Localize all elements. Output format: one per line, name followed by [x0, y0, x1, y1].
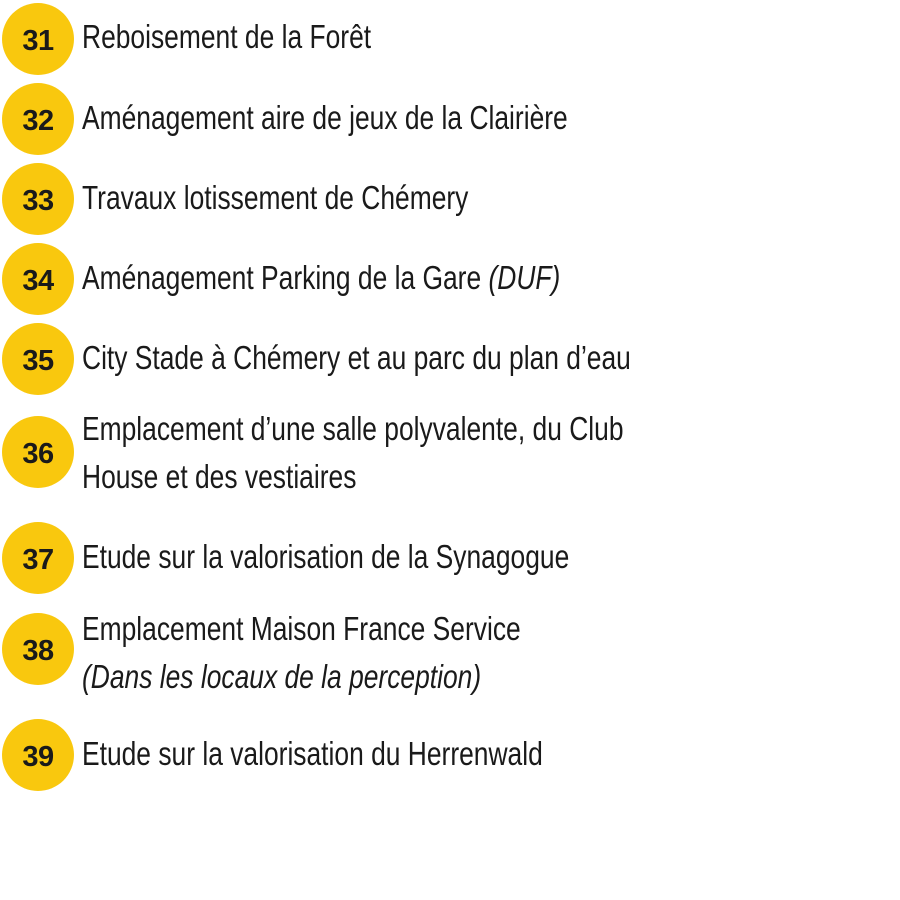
item-label [82, 13, 371, 61]
item-text: Travaux lotissement de Chémery [82, 179, 469, 216]
item-label [82, 174, 468, 222]
item-text: Etude sur la valorisation de la Synagogue [82, 538, 570, 575]
number-badge [2, 83, 74, 155]
badge-number: 36 [22, 437, 54, 470]
item-label [82, 605, 521, 701]
badge-number: 33 [22, 184, 54, 217]
item-note: (Dans les locaux de la perception) [82, 658, 482, 695]
number-badge [2, 522, 74, 594]
item-label [82, 254, 560, 302]
item-label [82, 730, 543, 778]
number-badge [2, 323, 74, 395]
number-badge [2, 613, 74, 685]
item-note: (DUF) [488, 259, 561, 296]
badge-number: 37 [22, 543, 54, 576]
number-badge [2, 163, 74, 235]
item-text: Emplacement Maison France Service [82, 610, 521, 647]
item-text: City Stade à Chémery et au parc du plan d’eau [82, 339, 631, 376]
item-text-line2: House et des vestiaires [82, 458, 357, 495]
item-label [82, 94, 568, 142]
number-badge [2, 243, 74, 315]
item-text: Aménagement aire de jeux de la Clairière [82, 99, 568, 136]
item-text: Etude sur la valorisation du Herrenwald [82, 735, 543, 772]
item-text: Reboisement de la Forêt [82, 18, 372, 55]
number-badge [2, 3, 74, 75]
number-badge [2, 719, 74, 791]
item-label [82, 405, 624, 501]
number-badge [2, 416, 74, 488]
badge-number: 32 [22, 104, 54, 137]
item-text: Emplacement d’une salle polyvalente, du Club [82, 410, 624, 447]
item-label [82, 334, 631, 382]
badge-number: 31 [22, 24, 54, 57]
badge-number: 34 [22, 264, 54, 297]
item-label [82, 533, 569, 581]
badge-number: 35 [22, 344, 54, 377]
badge-number: 38 [22, 634, 54, 667]
item-text: Aménagement Parking de la Gare [82, 259, 482, 296]
badge-number: 39 [22, 740, 54, 773]
